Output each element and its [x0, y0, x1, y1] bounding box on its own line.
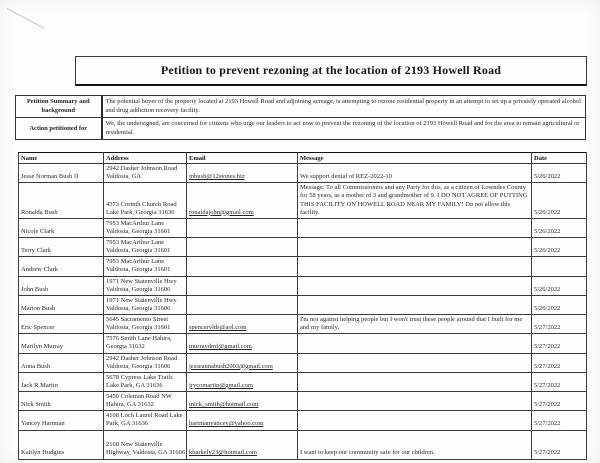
address-line-2: Valdosta, Georgia 31601 [106, 324, 171, 332]
page-title: Petition to prevent rezoning at the location of 2193 Howell Road [160, 63, 502, 77]
summary-table [15, 95, 586, 140]
email-text: ronaldajohn@gmail.com [189, 208, 254, 216]
address-line-2: Valdosta, Georgia 31601 [106, 227, 171, 235]
address-line-1: 5645 Sacramento Street [106, 316, 169, 323]
email-cell [187, 430, 298, 459]
address-line-1: 1971 New Statenville Hwy [106, 296, 177, 304]
message-cell [298, 411, 532, 430]
table-row [19, 295, 587, 314]
email-text: jnbush@12stones.biz [189, 173, 245, 181]
email-text: hartmanyancey@yahoo.com [189, 420, 264, 428]
email-text: jesseannabush2003@gmail.com [189, 362, 273, 370]
date-cell: 5/27/2022 [532, 372, 587, 391]
table-row [19, 218, 587, 237]
message-cell: We support denial of REZ-2022-10 [298, 164, 532, 183]
address-cell [104, 238, 187, 257]
column-header-message: Message [298, 153, 532, 164]
address-line-1: 4108 Loch Laurel Road Lake [106, 412, 183, 420]
title-box [75, 56, 587, 86]
address-line-2: Valdosta, Georgia 31601 [106, 266, 171, 274]
address-line-2: Lake Park, Georgia 31636 [106, 208, 175, 216]
email-text: tnick_smith@hotmail.com [189, 401, 259, 409]
message-cell [298, 238, 532, 257]
name-cell: Yancey Hartman [19, 411, 104, 430]
email-text: jrycomartin@gmail.com [189, 381, 253, 389]
email-cell [187, 218, 298, 237]
table-row [19, 164, 587, 183]
summary-row-label: Petition Summary and background [16, 96, 102, 118]
table-row [19, 430, 587, 459]
email-cell [187, 276, 298, 295]
email-text: murraydmf@gmail.com [189, 343, 252, 351]
email-cell [187, 372, 298, 391]
date-cell: 5/26/2022 [532, 164, 587, 183]
table-row [19, 353, 587, 372]
message-cell: Message: To all Commissioners and any Party for this, as a citizen of Lowndes County for 58 years, as a mother of 3 and grandmother of 9. I DO NOT AGREE OF PUTTING THIS FACILITY ON HOWELL ROAD NEAR MY FAMILY! Do not allow this facility. [298, 183, 532, 219]
table-row [19, 276, 587, 295]
name-cell: Kaitlyn Hudgins [19, 430, 104, 459]
address-cell [104, 411, 187, 430]
summary-row [16, 96, 586, 118]
date-cell [532, 257, 587, 276]
table-row [19, 238, 587, 257]
address-line-2: Highway, Valdosta, GA 31606 [106, 449, 186, 457]
date-cell: 5/27/2022 [532, 334, 587, 353]
email-cell [187, 295, 298, 314]
petition-table [18, 152, 587, 460]
email-cell [187, 353, 298, 372]
message-cell [298, 392, 532, 411]
address-line-2: Lake Park, GA 31636 [106, 381, 163, 389]
address-line-1: 2160 New Statenville [106, 441, 163, 449]
address-line-2: Georgia 31632 [106, 343, 145, 351]
name-cell: Marilyn Murray [19, 334, 104, 353]
date-cell: 5/26/2022 [532, 276, 587, 295]
address-line-2: Valdosta, Georgia 31606 [106, 285, 171, 293]
email-cell [187, 315, 298, 334]
table-row [19, 257, 587, 276]
address-line-1: 5678 Cypress Lake Trails [106, 373, 173, 381]
address-cell [104, 372, 187, 391]
address-line-2: Hahira, GA 31632 [106, 401, 154, 409]
address-line-1: 4373 Corinth Church Road [106, 200, 177, 208]
address-cell [104, 276, 187, 295]
address-line-1: 7953 MacArthur Lane [106, 239, 165, 246]
address-line-2: Valdosta, Georgia 31606 [106, 304, 171, 312]
date-cell: 5/26/2022 [532, 295, 587, 314]
column-header-address: Address [104, 153, 187, 164]
date-cell: 5/26/2022 [532, 218, 587, 237]
address-cell [104, 183, 187, 219]
address-cell [104, 295, 187, 314]
address-cell [104, 315, 187, 334]
table-row [19, 315, 587, 334]
email-text: kbarkely23@hotmail.com [189, 449, 257, 457]
name-cell: Marion Bush [19, 295, 104, 314]
column-header-email: Email [187, 153, 298, 164]
table-row [19, 183, 587, 219]
name-cell: Eric Spencer [19, 315, 104, 334]
summary-row-text: We, the undersigned, are concerned for citizens who urge our leaders to act now to prevent the rezoning of the location of 2193 Howell Road and for the area to remain agricultural or residential. [102, 117, 586, 139]
date-cell: 5/27/2022 [532, 430, 587, 459]
message-cell [298, 218, 532, 237]
address-line-2: Valdosta, Georgia 31606 [106, 362, 171, 370]
column-header-name: Name [19, 153, 104, 164]
date-cell: 5/27/2022 [532, 315, 587, 334]
email-cell [187, 392, 298, 411]
address-line-1: 1971 New Statenville Hwy [106, 277, 177, 285]
address-cell [104, 334, 187, 353]
message-cell [298, 257, 532, 276]
table-row [19, 372, 587, 391]
address-cell [104, 430, 187, 459]
date-cell: 5/27/2022 [532, 353, 587, 372]
address-line-1: 7576 Smith Lane Hahira, [106, 335, 172, 343]
address-cell [104, 218, 187, 237]
date-cell: 5/26/2022 [532, 238, 587, 257]
address-line-1: 2942 Dasher Johnson Road [106, 165, 178, 172]
email-cell [187, 164, 298, 183]
name-cell: Jesse Norman Bush II [19, 164, 104, 183]
name-cell: Anna Bush [19, 353, 104, 372]
name-cell: Ronalda Bush [19, 183, 104, 219]
name-cell: Nick Smith [19, 392, 104, 411]
table-row [19, 411, 587, 430]
address-cell [104, 257, 187, 276]
summary-row-text: The potential buyer of the property located at 2193 Howell Road and adjoining acreage, is attempting to rezone residential property in an attempt to set up a privately operated alcohol and drug addiction recovery facility. [102, 96, 586, 118]
summary-row [16, 117, 586, 139]
email-cell [187, 411, 298, 430]
date-cell: 5/26/2022 [532, 183, 587, 219]
email-cell [187, 238, 298, 257]
table-row [19, 334, 587, 353]
message-cell [298, 276, 532, 295]
message-cell [298, 334, 532, 353]
name-cell: John Bush [19, 276, 104, 295]
name-cell: Nicole Clark [19, 218, 104, 237]
message-cell [298, 353, 532, 372]
address-line-2: Valdosta, Georgia 31601 [106, 247, 171, 255]
email-cell [187, 183, 298, 219]
email-text: spencervlds@aol.com [189, 324, 247, 332]
message-cell [298, 372, 532, 391]
address-line-2: Park, GA 31636 [106, 420, 149, 428]
address-cell [104, 164, 187, 183]
message-cell: I'm not against helping people but I won't trust these people around that I built for me and my family. [298, 315, 532, 334]
email-cell [187, 334, 298, 353]
address-cell [104, 353, 187, 372]
address-line-1: 2942 Dasher Johnson Road [106, 354, 178, 362]
address-line-1: 5450 Coleman Road NW [106, 393, 172, 400]
message-cell: I want to keep our community safe for our children. [298, 430, 532, 459]
summary-row-label: Action petitioned for [16, 117, 102, 139]
name-cell: Jack R Martin [19, 372, 104, 391]
petition-table-body [19, 164, 587, 460]
address-cell [104, 392, 187, 411]
petition-table-header [19, 153, 587, 164]
column-header-date: Date [532, 153, 587, 164]
name-cell: Terry Clark [19, 238, 104, 257]
address-line-1: 7953 MacArthur Lane [106, 258, 165, 266]
name-cell: Andrew Clark [19, 257, 104, 276]
address-line-2: Valdosta, GA [106, 173, 142, 181]
date-cell: 5/27/2022 [532, 392, 587, 411]
table-row [19, 392, 587, 411]
email-cell [187, 257, 298, 276]
address-line-1: 7953 MacArthur Lane [106, 219, 165, 227]
header-row [19, 153, 587, 164]
scan-artifact [7, 8, 45, 29]
message-cell [298, 295, 532, 314]
date-cell: 5/27/2022 [532, 411, 587, 430]
